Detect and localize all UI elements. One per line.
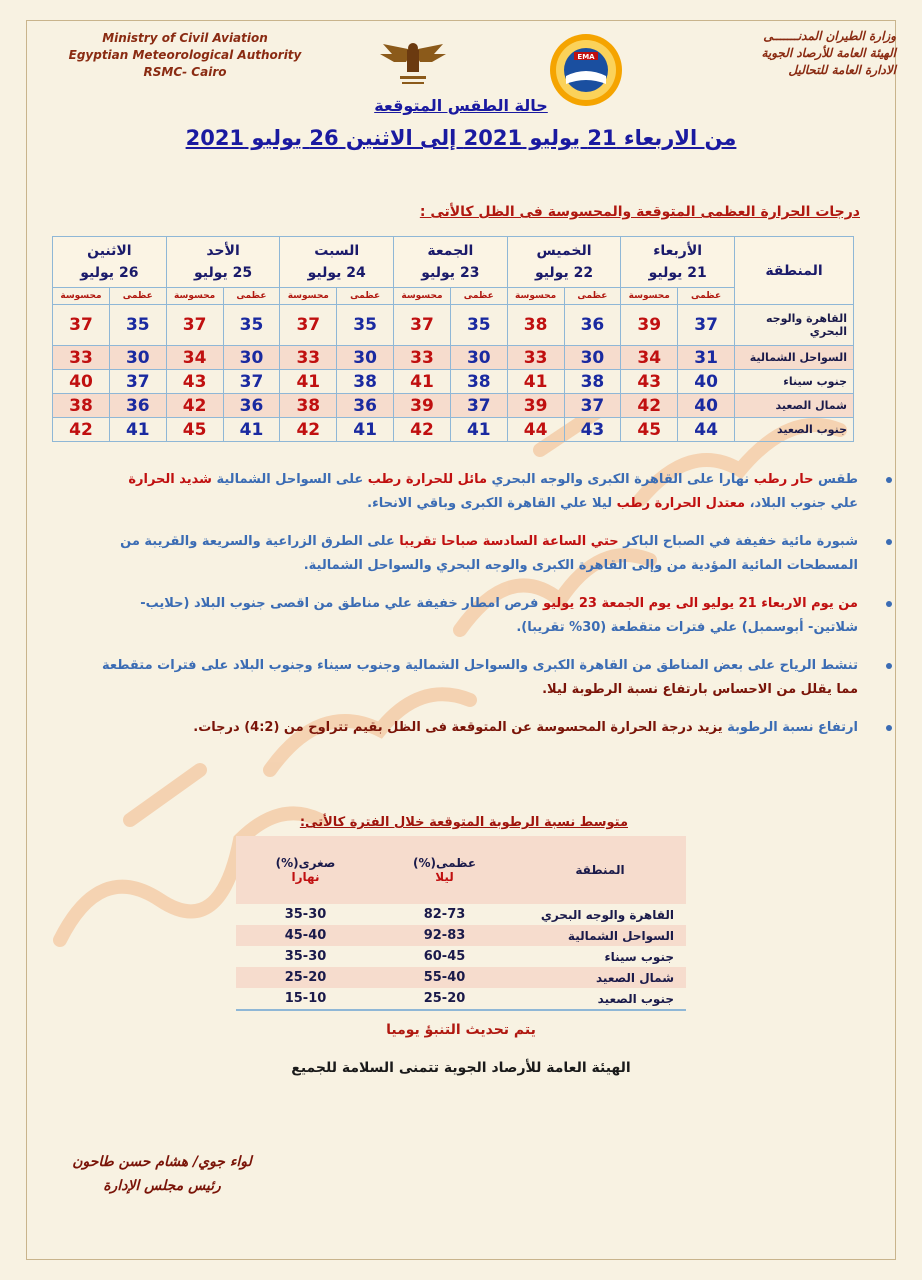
max-temp: 30 (223, 346, 280, 370)
humidity-heading: متوسط نسبة الرطوبة المتوقعة خلال الفترة كالأتى: (299, 815, 628, 830)
humidity-max: 82-73 (423, 907, 466, 922)
bullet-wind (102, 654, 862, 702)
bullet-text: على السواحل الشمالية (211, 472, 368, 487)
humidity-max: 92-83 (375, 925, 514, 946)
bullet-highlight: مائل للحرارة رطب (367, 472, 488, 487)
humidity-max-header (375, 836, 514, 904)
bullet-highlight: مما يقلل من الاحساس بارتفاع نسبة الرطوبة ليلا. (542, 682, 858, 697)
rsmc-label: RSMC- Cairo (143, 65, 227, 79)
forecast-bullets (102, 468, 862, 740)
feel-temp: 33 (53, 346, 110, 370)
humidity-min-header (236, 836, 375, 904)
day-header (621, 237, 735, 288)
bullet-dot (886, 601, 892, 607)
humidity-row (236, 904, 686, 925)
bullet-text: طقس (813, 472, 858, 487)
feel-temp: 42 (621, 394, 678, 418)
day-date: 23 يوليو (421, 265, 480, 281)
feel-temp: 37 (280, 305, 337, 346)
bullet-rain (102, 592, 862, 640)
temp-row (53, 305, 854, 346)
feel-temp: 37 (53, 305, 110, 346)
temp-row (53, 394, 854, 418)
humidity-min-sub: نهارا (291, 870, 320, 884)
humidity-region: القاهرة والوجه البحري (540, 907, 674, 922)
feel-temp: 43 (166, 370, 223, 394)
max-temp: 38 (337, 370, 394, 394)
max-temp: 30 (337, 346, 394, 370)
feel-temp: 40 (53, 370, 110, 394)
signature-block (52, 1150, 272, 1198)
max-temp: 40 (678, 394, 735, 418)
feel-temp: 38 (280, 394, 337, 418)
max-temp: 35 (223, 305, 280, 346)
max-temp: 35 (337, 305, 394, 346)
temp-row (53, 346, 854, 370)
feel-temp: 43 (621, 370, 678, 394)
forecast-period: من الاربعاء 21 يوليو 2021 إلى الاثنين 26 يوليو 2021 (185, 126, 737, 150)
feel-temp: 41 (394, 370, 451, 394)
update-note: يتم تحديث التنبؤ يوميا (386, 1022, 536, 1038)
bullet-text: شبورة مائية خفيفة في الصباح الباكر (618, 534, 858, 549)
humidity-region: السواحل الشمالية (514, 925, 686, 946)
feel-temp: 45 (166, 418, 223, 442)
day-date: 21 يوليو (648, 265, 707, 281)
feel-temp: 39 (507, 394, 564, 418)
bullet-dot (886, 477, 892, 483)
humidity-table (236, 836, 686, 1011)
day-name: الجمعة (427, 243, 474, 259)
region-header: المنطقة (735, 237, 854, 305)
bullet-text: تنشط الرياح على بعض المناطق من القاهرة الكبرى والسواحل الشمالية وجنوب سيناء وجنوب البلاد على فترات متقطعة (102, 658, 858, 673)
max-label: عظمى (564, 288, 621, 305)
signatory-name: لواء جوي/ هشام حسن طاحون (72, 1154, 252, 1170)
max-temp: 36 (564, 305, 621, 346)
humidity-max: 60-45 (423, 949, 466, 964)
max-temp: 41 (109, 418, 166, 442)
max-temp: 35 (450, 305, 507, 346)
day-name: الاثنين (87, 243, 132, 259)
max-temp: 43 (564, 418, 621, 442)
humidity-region: شمال الصعيد (514, 967, 686, 988)
bullet-dot (886, 663, 892, 669)
feel-temp: 41 (280, 370, 337, 394)
max-temp: 30 (109, 346, 166, 370)
feel-temp: 39 (394, 394, 451, 418)
header-english (60, 30, 310, 81)
max-temp: 44 (678, 418, 735, 442)
bullet-text: ليلا علي القاهرة الكبرى وباقي الانحاء. (367, 496, 617, 511)
max-temp: 40 (678, 370, 735, 394)
day-name: الأربعاء (653, 243, 703, 259)
bullet-text: علي جنوب البلاد، (745, 496, 858, 511)
feel-temp: 33 (280, 346, 337, 370)
bullet-weather (102, 468, 862, 516)
bullet-text: نهارا على القاهرة الكبرى والوجه البحري (487, 472, 754, 487)
feel-temp: 42 (280, 418, 337, 442)
feel-temp: 37 (166, 305, 223, 346)
forecast-title: حالة الطقس المتوقعة (374, 96, 548, 115)
max-temp: 37 (564, 394, 621, 418)
feel-temp: 41 (507, 370, 564, 394)
feel-temp: 42 (394, 418, 451, 442)
bullet-fog (102, 530, 862, 578)
feel-label: محسوسة (394, 288, 451, 305)
day-date: 24 يوليو (307, 265, 366, 281)
max-temp: 41 (337, 418, 394, 442)
feel-temp: 33 (394, 346, 451, 370)
humidity-region: جنوب الصعيد (514, 988, 686, 1010)
max-temp: 35 (109, 305, 166, 346)
region-name: شمال الصعيد (735, 394, 854, 418)
humidity-min-label: صغرى(%) (275, 856, 336, 870)
humidity-row (236, 988, 686, 1010)
max-temp: 30 (450, 346, 507, 370)
max-temp: 36 (223, 394, 280, 418)
signatory-title: رئيس مجلس الإدارة (103, 1178, 221, 1194)
bullet-dot (886, 725, 892, 731)
authority-name-en: Egyptian Meteorological Authority (68, 48, 302, 62)
feel-temp: 42 (166, 394, 223, 418)
bullet-text: فرص امطار خفيفة علي مناطق من اقصى جنوب البلاد (حلايب- شلاتين- أبوسمبل) علي فترات متقطعة (30% تقريبا). (140, 596, 858, 635)
feel-temp: 39 (621, 305, 678, 346)
day-header (166, 237, 280, 288)
feel-label: محسوسة (280, 288, 337, 305)
feel-label: محسوسة (507, 288, 564, 305)
ministry-name-ar: وزارة الطيران المدنـــــــى (763, 29, 896, 43)
max-label: عظمى (109, 288, 166, 305)
bullet-highlight: حار رطب (753, 472, 814, 487)
feel-temp: 37 (394, 305, 451, 346)
day-name: الخميس (536, 243, 592, 259)
ema-logo-text: EMA (577, 53, 595, 61)
day-date: 25 يوليو (193, 265, 253, 281)
feel-temp: 34 (166, 346, 223, 370)
region-name: السواحل الشمالية (735, 346, 854, 370)
max-temp: 37 (109, 370, 166, 394)
humidity-row (236, 967, 686, 988)
humidity-region: جنوب سيناء (604, 949, 674, 964)
max-temp: 41 (223, 418, 280, 442)
feel-temp: 45 (621, 418, 678, 442)
feel-temp: 33 (507, 346, 564, 370)
max-temp: 37 (450, 394, 507, 418)
max-temp: 30 (564, 346, 621, 370)
region-name: جنوب الصعيد (735, 418, 854, 442)
region-name: جنوب سيناء (735, 370, 854, 394)
bullet-dot (886, 539, 892, 545)
day-date: 22 يوليو (534, 265, 594, 281)
max-label: عظمى (678, 288, 735, 305)
temp-row (53, 370, 854, 394)
feel-temp: 34 (621, 346, 678, 370)
humidity-min: 35-30 (284, 949, 327, 964)
ministry-name-en: Ministry of Civil Aviation (102, 31, 268, 45)
day-name: السبت (314, 243, 360, 259)
max-temp: 38 (450, 370, 507, 394)
feel-temp: 38 (507, 305, 564, 346)
feel-label: محسوسة (53, 288, 110, 305)
bullet-text: ارتفاع نسبة الرطوبة (722, 720, 858, 735)
bullet-highlight: معتدل الحرارة رطب (616, 496, 746, 511)
feel-temp: 44 (507, 418, 564, 442)
feel-temp: 38 (53, 394, 110, 418)
temp-section-heading: درجات الحرارة العظمى المتوقعة والمحسوسة فى الظل كالأتى : (419, 204, 860, 220)
humidity-min: 45-40 (236, 925, 375, 946)
humidity-max: 25-20 (375, 988, 514, 1010)
max-label: عظمى (337, 288, 394, 305)
humidity-max: 55-40 (375, 967, 514, 988)
max-temp: 31 (678, 346, 735, 370)
department-name-ar: الادارة العامة للتحاليل (788, 63, 896, 77)
day-header (394, 237, 508, 288)
day-header (507, 237, 621, 288)
humidity-min: 35-30 (284, 907, 327, 922)
humidity-row (236, 946, 686, 967)
day-name: الأحد (206, 243, 240, 259)
max-label: عظمى (450, 288, 507, 305)
max-temp: 41 (450, 418, 507, 442)
bullet-text: على الطرق الزراعية والسريعة والقريبة من المسطحات المائية المؤدية من وإلى القاهرة الكبرى والوجه البحري والسواحل الشمالية. (120, 534, 858, 573)
temp-row (53, 418, 854, 442)
humidity-min: 15-10 (236, 988, 375, 1010)
feel-label: محسوسة (621, 288, 678, 305)
bullet-highlight: يزيد درجة الحرارة المحسوسة عن المتوقعة فى الظل بقيم تتراوح من (4:2) درجات. (193, 720, 723, 735)
max-temp: 36 (109, 394, 166, 418)
day-date: 26 يوليو (80, 265, 139, 281)
bullet-highlight: من يوم الاربعاء 21 يوليو الى يوم الجمعة 23 يوليو (542, 596, 858, 611)
safety-wish: الهيئة العامة للأرصاد الجوية تتمنى السلامة للجميع (291, 1060, 631, 1076)
humidity-row (236, 925, 686, 946)
region-name: القاهرة والوجه البحري (735, 305, 854, 346)
feel-temp: 42 (53, 418, 110, 442)
humidity-max-sub: ليلا (435, 870, 454, 884)
max-temp: 36 (337, 394, 394, 418)
max-temp: 37 (678, 305, 735, 346)
max-temp: 37 (223, 370, 280, 394)
bullet-highlight: شديد الحرارة (128, 472, 212, 487)
max-temp: 38 (564, 370, 621, 394)
feel-label: محسوسة (166, 288, 223, 305)
temperature-table (52, 236, 854, 442)
bullet-humidity (102, 716, 862, 740)
humidity-min: 25-20 (236, 967, 375, 988)
day-header (280, 237, 394, 288)
max-label: عظمى (223, 288, 280, 305)
header-arabic (676, 28, 896, 79)
bullet-highlight: حتي الساعة السادسة صباحا تقريبا (399, 534, 619, 549)
humidity-region-header: المنطقة (514, 836, 686, 904)
day-header (53, 237, 167, 288)
ministry-eagle-logo (378, 40, 448, 90)
humidity-max-label: عظمى(%) (412, 856, 477, 870)
authority-name-ar: الهيئة العامة للأرصاد الجوية (761, 46, 896, 60)
